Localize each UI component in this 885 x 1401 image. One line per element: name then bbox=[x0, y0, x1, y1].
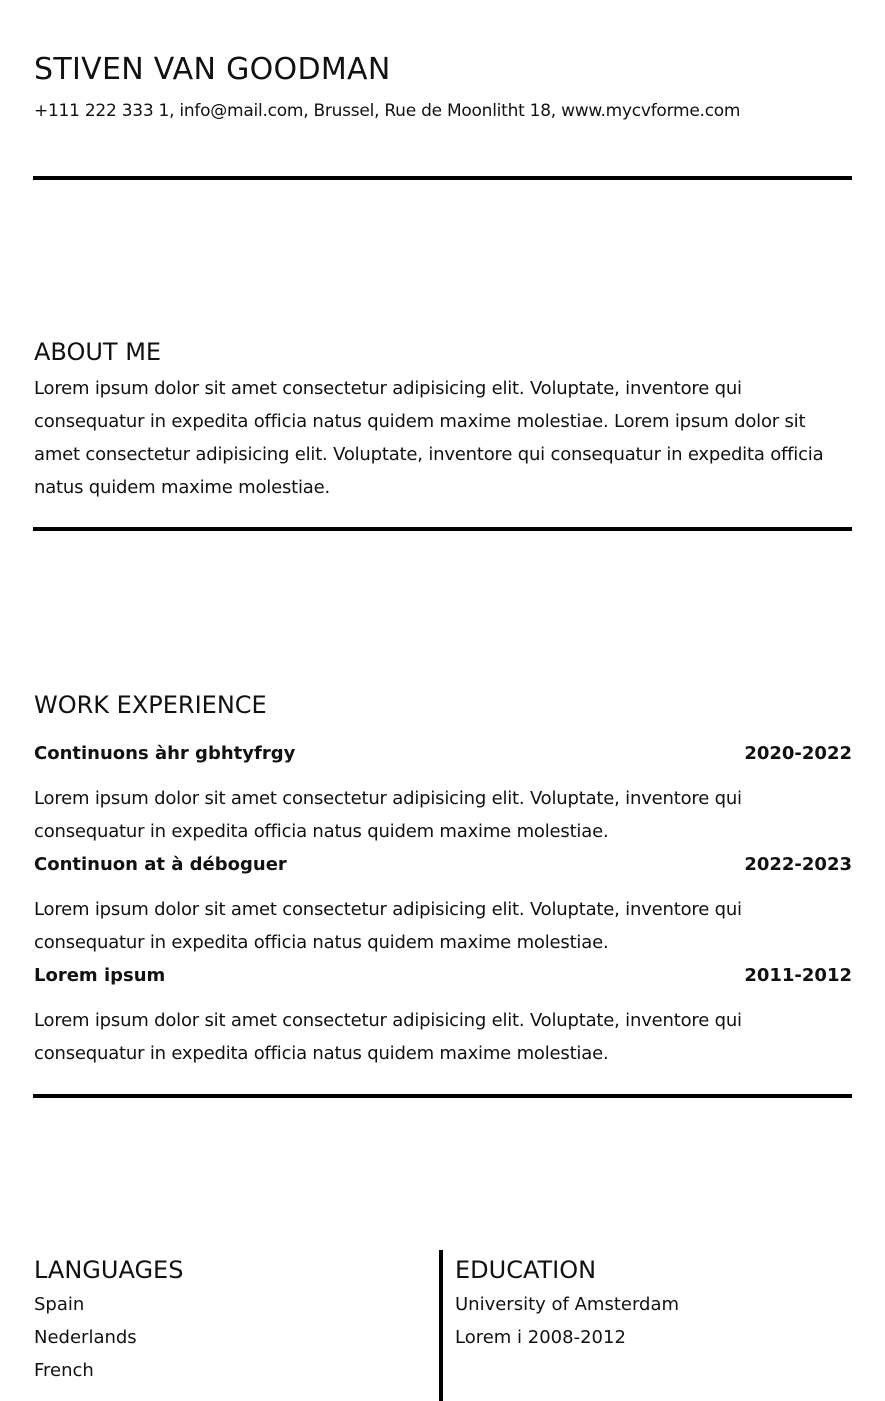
education-section bbox=[455, 1254, 679, 1354]
job-description: Lorem ipsum dolor sit amet consectetur adipisicing elit. Voluptate, inventore qui consequatur in expedita officia natus quidem maxime molestiae. bbox=[34, 899, 742, 953]
language-item: Nederlands bbox=[34, 1327, 137, 1348]
job-header bbox=[34, 963, 852, 989]
job-description: Lorem ipsum dolor sit amet consectetur adipisicing elit. Voluptate, inventore qui consequatur in expedita officia natus quidem maxime molestiae. bbox=[34, 1010, 742, 1064]
job-title: Lorem ipsum bbox=[34, 965, 166, 986]
language-item: Spain bbox=[34, 1294, 85, 1315]
job-title: Continuon at à déboguer bbox=[34, 854, 287, 875]
job-dates: 2022-2023 bbox=[744, 854, 852, 875]
header-divider bbox=[33, 176, 852, 180]
job-dates: 2020-2022 bbox=[744, 743, 852, 764]
education-title: EDUCATION bbox=[455, 1256, 597, 1284]
languages-section bbox=[34, 1254, 183, 1387]
education-item: University of Amsterdam bbox=[455, 1294, 680, 1315]
about-title: ABOUT ME bbox=[34, 338, 162, 366]
contact-info: +111 222 333 1, info@mail.com, Brussel, Rue de Moonlitht 18, www.mycvforme.com bbox=[34, 101, 741, 121]
work-divider bbox=[33, 1094, 852, 1098]
job-description: Lorem ipsum dolor sit amet consectetur adipisicing elit. Voluptate, inventore qui consequatur in expedita officia natus quidem maxime molestiae. bbox=[34, 788, 742, 842]
education-list bbox=[455, 1288, 679, 1354]
column-divider bbox=[439, 1250, 443, 1401]
job-header bbox=[34, 852, 852, 878]
education-item: Lorem i 2008-2012 bbox=[455, 1327, 626, 1348]
person-name: STIVEN VAN GOODMAN bbox=[34, 52, 391, 87]
languages-title: LANGUAGES bbox=[34, 1256, 184, 1284]
about-divider bbox=[33, 527, 852, 531]
job-dates: 2011-2012 bbox=[744, 965, 852, 986]
job-header bbox=[34, 741, 852, 767]
languages-list bbox=[34, 1288, 183, 1387]
language-item: French bbox=[34, 1360, 94, 1381]
about-text: Lorem ipsum dolor sit amet consectetur adipisicing elit. Voluptate, inventore qui consequatur in expedita officia natus quidem maxime molestiae. Lorem ipsum dolor sit amet consectetur adipisicing elit. Voluptate, inventore qui consequatur in expedita officia natus quidem maxime molestiae. bbox=[34, 378, 824, 498]
job-title: Continuons àhr gbhtyfrgy bbox=[34, 743, 296, 764]
work-title: WORK EXPERIENCE bbox=[34, 691, 267, 719]
